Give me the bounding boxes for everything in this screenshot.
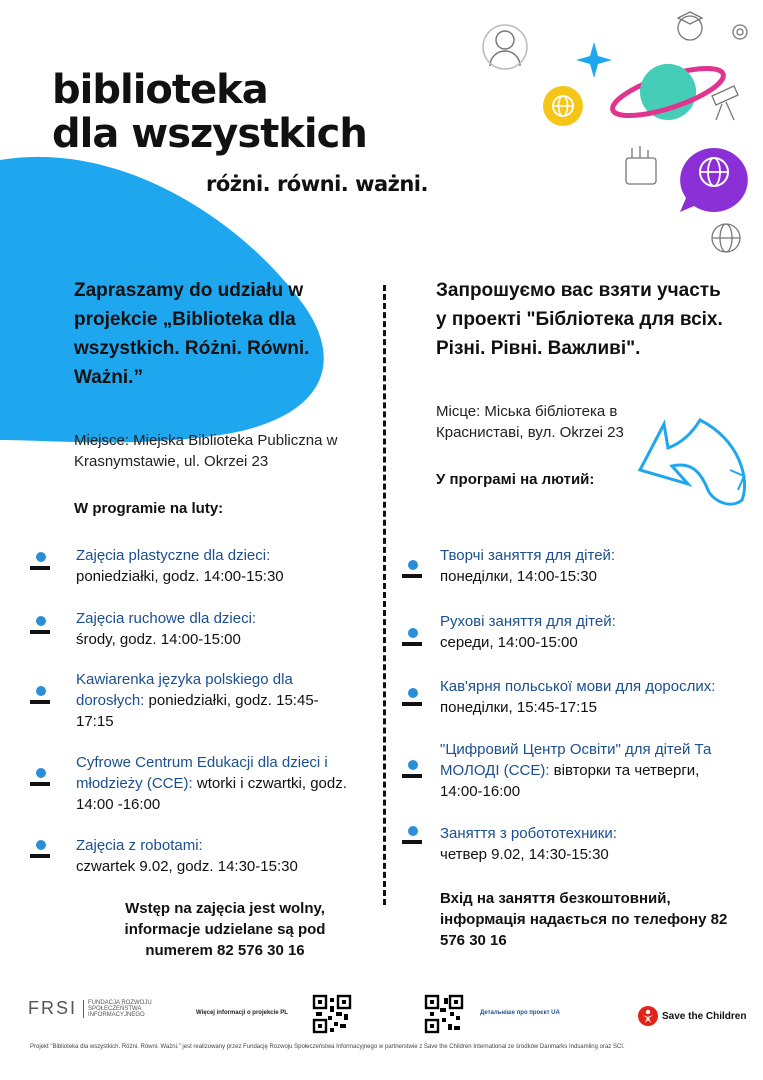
bullet-icon [402, 560, 422, 578]
list-item [440, 676, 720, 718]
column-divider [383, 285, 386, 905]
item-title: Кав'ярня польської мови для дорослих: [440, 678, 716, 695]
item-details: вівторки та четверги, 14:00-16:00 [440, 762, 700, 800]
ukrainian-column [436, 276, 736, 488]
free-entry-note-pl: Wstęp na zajęcia jest wolny, informacje udzielane są pod numerem 82 576 30 16 [124, 900, 326, 959]
place-ua: Місце: Міська бібліотека в Красниставі, вул. Okrzei 23 [436, 403, 624, 441]
bullet-icon [402, 760, 422, 778]
list-item [440, 739, 740, 802]
save-the-children-logo-icon [638, 1006, 658, 1026]
program-heading-ua: У програмі на лютий: [436, 471, 595, 488]
item-title: "Цифровий Центр Освіти" для дітей Та МОЛОДІ (CCE): [440, 741, 712, 779]
list-item [440, 611, 740, 653]
credits: Projekt "Biblioteka dla wszystkich. Różni. Równi. Ważni." jest realizowany przez Fundację Rozwoju Społeczeństwa Informacyjnego w partnerstwie z Save the Children International ze środków Danmarks Indsamling oraz SCI. [30, 1044, 625, 1050]
logo-line-1: biblioteka [52, 67, 268, 113]
frsi-logo [28, 998, 163, 1019]
bullet-icon [402, 628, 422, 646]
save-the-children-logo [638, 1006, 746, 1026]
item-title: Cyfrowe Centrum Edukacji dla dzieci i młodzieży (CCE): [76, 754, 328, 792]
item-details: poniedziałki, godz. 14:00-15:30 [76, 568, 284, 585]
free-entry-note-ua: Вхід на заняття безкоштовний, інформація надається по телефону 82 576 30 16 [440, 890, 728, 949]
item-details: середи, 14:00-15:00 [440, 634, 578, 651]
item-title: Творчі заняття для дітей: [440, 547, 616, 564]
more-info-pl-link[interactable]: Więcej informacji o projekcie PL [196, 1010, 288, 1016]
bullet-icon [402, 688, 422, 706]
intro-ua: Запрошуємо вас взяти участь у проекті "Бібліотека для всіх. Різні. Рівні. Важливі". [436, 280, 723, 359]
frsi-name: FUNDACJA ROZWOJU SPOŁECZEŃSTWA INFORMACYJNEGO [83, 1000, 163, 1018]
bullet-icon [30, 552, 50, 570]
item-details: środy, godz. 14:00-15:00 [76, 631, 241, 648]
logo-line-2: dla wszystkich [52, 111, 367, 157]
item-title: Kawiarenka języka polskiego dla dorosłych: [76, 671, 293, 709]
item-title: Заняття з робототехники: [440, 825, 617, 842]
item-title: Zajęcia plastyczne dla dzieci: [76, 547, 271, 564]
project-logo [52, 68, 428, 196]
item-details: poniedziałki, godz. 15:45-17:15 [76, 692, 319, 730]
list-item [440, 823, 740, 865]
bullet-icon [30, 768, 50, 786]
bullet-icon [30, 686, 50, 704]
save-the-children-text: Save the Children [662, 1010, 747, 1022]
item-details: четвер 9.02, 14:30-15:30 [440, 846, 609, 863]
logo-tagline: różni. równi. ważni. [206, 172, 428, 196]
item-details: понеділки, 14:00-15:30 [440, 568, 597, 585]
footer [0, 990, 763, 1050]
program-heading-pl: W programie na luty: [74, 500, 224, 517]
list-item [76, 608, 366, 650]
bullet-icon [30, 616, 50, 634]
item-title: Zajęcia z robotami: [76, 837, 203, 854]
intro-pl: Zapraszamy do udziału w projekcie „Biblioteka dla wszystkich. Różni. Równi. Ważni.” [74, 280, 310, 388]
item-title: Рухові заняття для дітей: [440, 613, 616, 630]
list-item [76, 669, 336, 732]
list-item [76, 835, 366, 877]
polish-column [74, 276, 364, 517]
qr-code-icon[interactable] [312, 994, 352, 1034]
item-details: czwartek 9.02, godz. 14:30-15:30 [76, 858, 298, 875]
item-details: wtorki i czwartki, godz. 14:00 -16:00 [76, 775, 347, 813]
frsi-abbr: FRSI [28, 998, 78, 1018]
item-title: Zajęcia ruchowe dla dzieci: [76, 610, 257, 627]
more-info-ua-link[interactable]: Детальніше про проєкт UA [480, 1010, 560, 1016]
list-item [76, 545, 366, 587]
place-pl: Miejsce: Miejska Biblioteka Publiczna w Krasnymstawie, ul. Okrzei 23 [74, 432, 338, 470]
list-item [76, 752, 368, 815]
item-details: понеділки, 15:45-17:15 [440, 699, 597, 716]
bullet-icon [30, 840, 50, 858]
qr-code-icon[interactable] [424, 994, 464, 1034]
bullet-icon [402, 826, 422, 844]
list-item [440, 545, 740, 587]
